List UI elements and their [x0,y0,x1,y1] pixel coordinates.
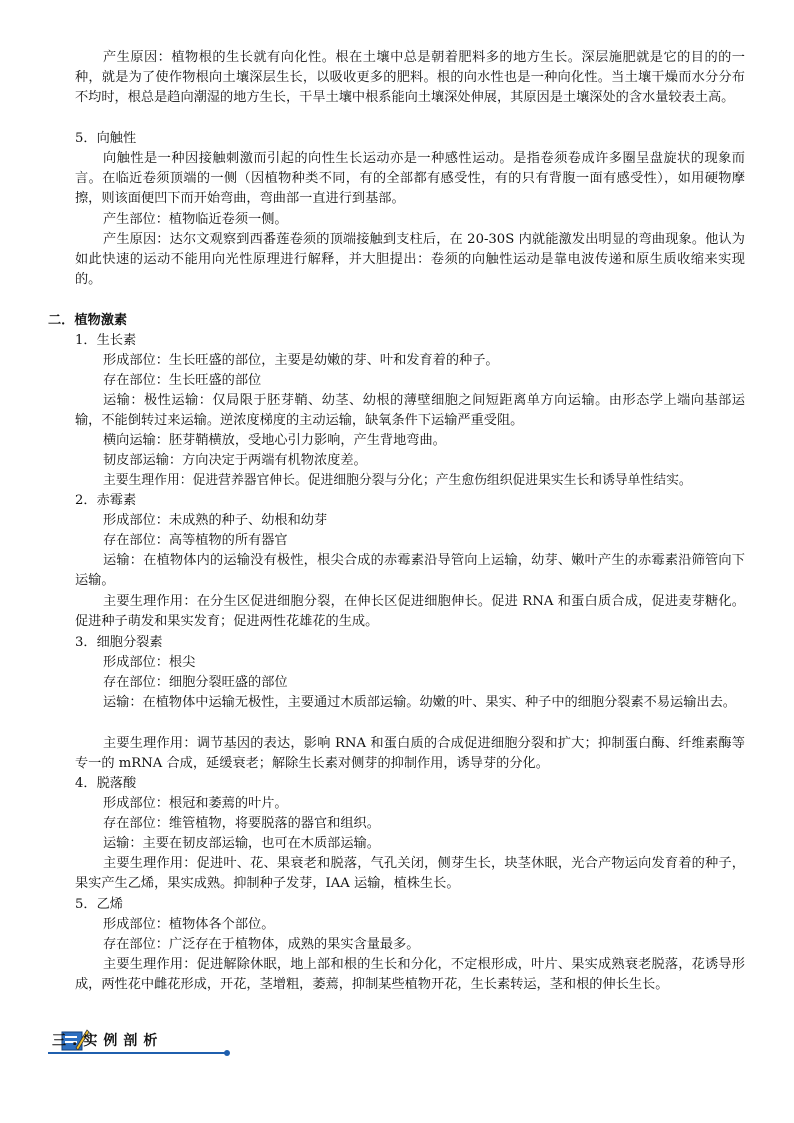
ethylene-location: 存在部位：广泛存在于植物体，成熟的果实含量最多。 [103,937,420,952]
ethylene-function: 主要生理作用：促进解除休眠，地上部和根的生长和分化，不定根形成，叶片、果实成熟衰老脱落，花诱导形成，两性花中雌花形成，开花，茎增粗，萎蔫，抑制某些植物开花，生长素转运，茎和根的伸长生长。 [75,957,745,992]
gibberellin-function: 主要生理作用：在分生区促进细胞分裂，在伸长区促进细胞伸长。促进 RNA 和蛋白质合成，促进麦芽糖化。促进种子萌发和果实发育；促进两性花雄花的生成。 [75,594,745,629]
heading-thigmotropism: 5．向触性 [75,131,137,146]
auxin-formation: 形成部位：生长旺盛的部位，主要是幼嫩的芽、叶和发育着的种子。 [103,353,499,368]
gibberellin-transport: 运输：在植物体内的运输没有极性，根尖合成的赤霉素沿导管向上运输，幼芽、嫩叶产生的赤霉素沿筛管向下运输。 [75,553,745,588]
auxin-location: 存在部位：生长旺盛的部位 [103,373,262,388]
badge-title: 三.实例剖析 [52,1033,164,1049]
auxin-phloem-transport: 韧皮部运输：方向决定于两端有机物浓度差。 [103,453,367,468]
abscisic-location: 存在部位：维管植物，将要脱落的器官和组织。 [103,816,380,831]
section-title-hormones: 二．植物激素 [48,313,128,328]
cytokinin-function: 主要生理作用：调节基因的表达，影响 RNA 和蛋白质的合成促进细胞分裂和扩大；抑制蛋白酶、纤维素酶等专一的 mRNA 合成，延缓衰老；解除生长素对侧芽的抑制作用，诱导芽的分化。 [75,736,745,771]
auxin-function: 主要生理作用：促进营养器官伸长。促进细胞分裂与分化；产生愈伤组织促进果实生长和诱导单性结实。 [103,473,692,488]
cytokinin-location: 存在部位：细胞分裂旺盛的部位 [103,675,288,690]
abscisic-function: 主要生理作用：促进叶、花、果衰老和脱落，气孔关闭，侧芽生长，块茎休眠，光合产物运向发育着的种子，果实产生乙烯，果实成熟。抑制种子发芽，IAA 运输，植株生长。 [75,856,745,891]
heading-gibberellin: 2．赤霉素 [75,493,137,508]
badge-underline [48,1052,228,1054]
gibberellin-formation: 形成部位：未成熟的种子、幼根和幼芽 [103,513,328,528]
heading-cytokinin: 3．细胞分裂素 [75,635,163,650]
paragraph-growth-cause: 产生原因：植物根的生长就有向化性。根在土壤中总是朝着肥料多的地方生长。深层施肥就是它的目的的一种，就是为了使作物根向土壤深层生长，以吸收更多的肥料。根的向水性也是一种向化性。当土壤干燥而水分分布不均时，根总是趋向潮湿的地方生长，干旱土壤中根系能向土壤深处伸展，其原因是土壤深处的含水量较表土高。 [75,50,745,105]
heading-ethylene: 5．乙烯 [75,897,123,912]
cytokinin-transport: 运输：在植物体中运输无极性，主要通过木质部运输。幼嫩的叶、果实、种子中的细胞分裂素不易运输出去。 [103,695,736,710]
paragraph-cause: 产生原因：达尔文观察到西番莲卷须的顶端接触到支柱后，在 20-30S 内就能激发出明显的弯曲现象。他认为如此快速的运动不能用向光性原理进行解释，并大胆提出：卷须的向触性运动是靠电波传递和原生质收缩来实现的。 [75,232,745,287]
gibberellin-location: 存在部位：高等植物的所有器官 [103,533,288,548]
abscisic-transport: 运输：主要在韧皮部运输，也可在木质部运输。 [103,836,380,851]
heading-auxin: 1．生长素 [75,333,137,348]
paragraph-thigmotropism: 向触性是一种因接触刺激而引起的向性生长运动亦是一种感性运动。是指卷须卷成许多圈呈盘旋状的现象而言。在临近卷须顶端的一侧（因植物种类不同，有的全部都有感受性，有的只有背腹一面有感受性），如用硬物摩擦，则该面便凹下而开始弯曲，弯曲部一直进行到基部。 [75,151,745,206]
auxin-lateral-transport: 横向运输：胚芽鞘横放，受地心引力影响，产生背地弯曲。 [103,433,446,448]
badge-dot [224,1050,230,1056]
cytokinin-formation: 形成部位：根尖 [103,655,196,670]
section-badge-case-analysis [48,1026,233,1056]
heading-abscisic-acid: 4．脱落酸 [75,776,137,791]
abscisic-formation: 形成部位：根冠和萎蔫的叶片。 [103,796,288,811]
auxin-transport: 运输：极性运输：仅局限于胚芽鞘、幼茎、幼根的薄壁细胞之间短距离单方向运输。由形态学上端向基部运输，不能倒转过来运输。逆浓度梯度的主动运输，缺氧条件下运输严重受阻。 [75,393,745,428]
paragraph-site: 产生部位：植物临近卷须一侧。 [103,212,288,227]
ethylene-formation: 形成部位：植物体各个部位。 [103,917,275,932]
